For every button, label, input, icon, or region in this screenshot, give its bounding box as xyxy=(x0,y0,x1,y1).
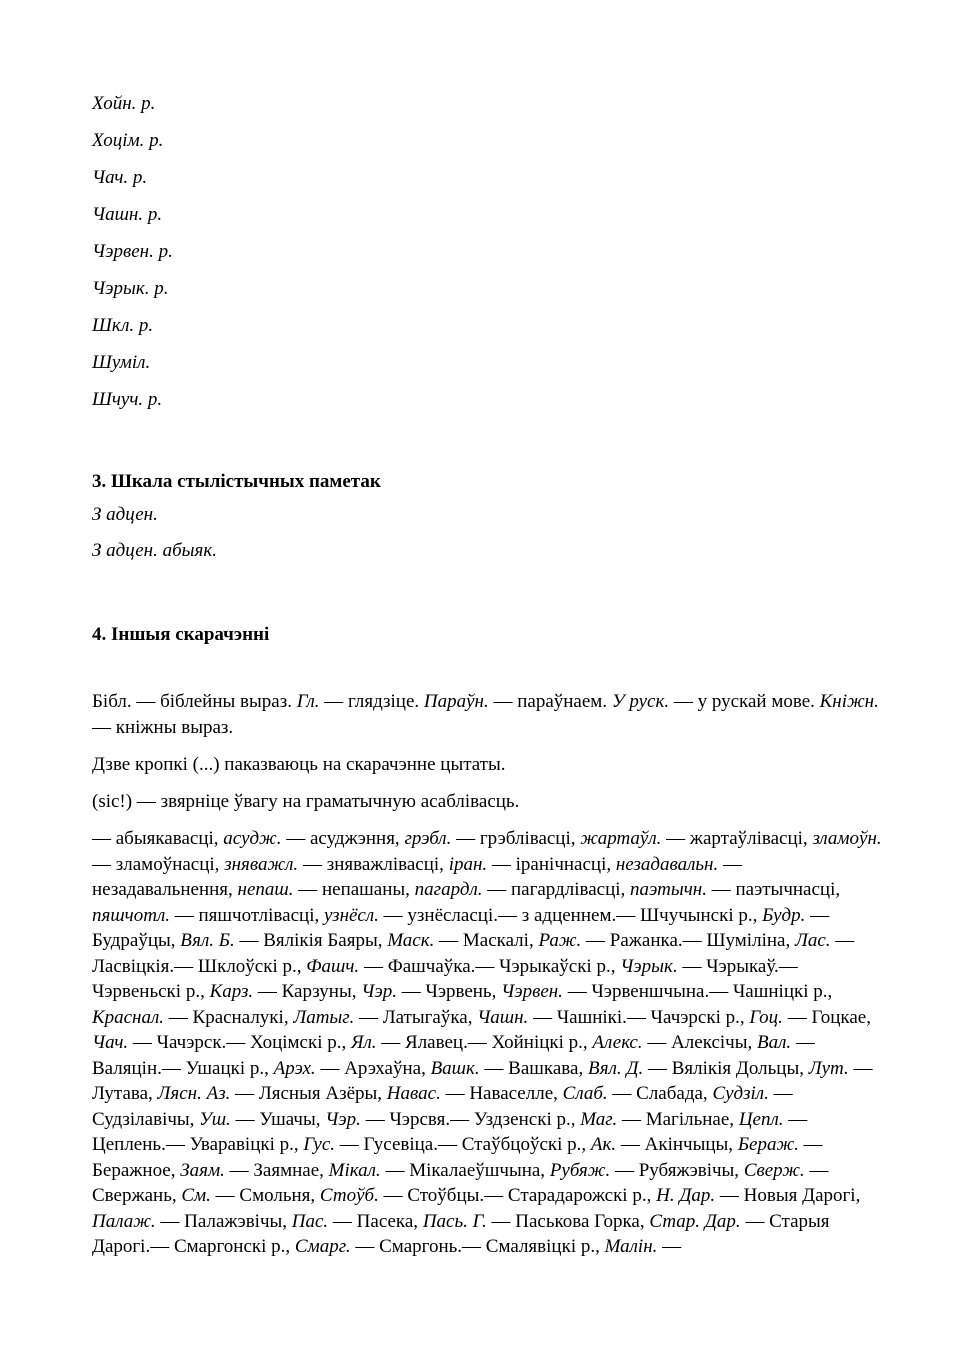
abbreviation-term: Карз. xyxy=(209,981,254,1002)
abbreviation-text: — Ялавец.— Хойніцкі р., xyxy=(376,1032,593,1053)
abbreviation-text: — Слабада, xyxy=(607,1083,713,1104)
abbreviation-term: Лас. xyxy=(794,930,831,951)
abbreviation-text: — Фашчаўка.— Чэрыкаўскі р., xyxy=(359,955,621,977)
abbreviation-text: — Лутава, xyxy=(92,1057,873,1104)
abbreviation-term: Цепл. xyxy=(738,1108,784,1130)
abbreviation-term: Краснал. xyxy=(92,1006,165,1028)
abbreviation-term: Чашн. xyxy=(477,1006,529,1028)
abbreviation-term: Ак. xyxy=(590,1134,617,1155)
abbreviation-text: — Вялікія Баяры, xyxy=(234,930,388,951)
abbr-khojn: Хойн. р. xyxy=(92,93,156,114)
abbreviation-text: — Новыя Дарогі, xyxy=(715,1185,861,1206)
abbreviation-term: Гус. xyxy=(303,1134,336,1155)
abbreviation-term: Кніжн. xyxy=(819,691,879,712)
abbreviation-text: — Арэхаўна, xyxy=(315,1057,431,1079)
abbreviation-text: — Чэрыкаў.— Чэрвеньскі р., xyxy=(92,955,798,1002)
abbreviation-term: Маск. xyxy=(387,930,435,951)
abbreviation-term: Рубяж. xyxy=(549,1159,611,1181)
abbreviation-term: Лут. xyxy=(808,1057,849,1079)
abbreviation-term: Чэр. xyxy=(361,981,397,1002)
abbreviation-text: — Гусевіца.— Стаўбцоўскі р., xyxy=(335,1134,591,1155)
abbreviation-text: — непашаны, xyxy=(293,879,415,900)
paragraph-sic-note xyxy=(92,789,882,815)
abbreviation-text: — Акінчыцы, xyxy=(616,1134,738,1155)
abbreviation-term: Малін. xyxy=(604,1236,658,1257)
paragraph-general-abbreviations xyxy=(92,689,882,740)
abbreviation-text: — Чачэрск.— Хоцімскі р., xyxy=(128,1032,351,1053)
abbreviation-term: Гл. xyxy=(296,691,320,712)
abbreviation-text: — Магільнае, xyxy=(617,1108,739,1130)
abbreviation-term: непаш. xyxy=(237,879,294,900)
section4-heading: 4. Іншыя скарачэнні xyxy=(92,624,270,645)
abbreviation-text: — xyxy=(657,1236,682,1257)
abbr-shchuch: Шчуч. р. xyxy=(92,389,163,410)
abbreviation-text: — паэтычнасці, xyxy=(707,879,841,900)
abbreviation-text: — Палажэвічы, xyxy=(155,1210,292,1232)
abbreviation-text: — Ражанка.— Шуміліна, xyxy=(581,930,795,951)
paragraph-ellipsis-note xyxy=(92,752,882,778)
abbreviation-term: Стар. Дар. xyxy=(649,1210,741,1232)
abbreviation-term: Будр. xyxy=(762,904,806,926)
abbreviation-term: жартаўл. xyxy=(580,828,662,849)
abbreviation-term: Пась. Г. xyxy=(422,1210,487,1232)
abbreviation-term: Вял. Д. xyxy=(587,1057,644,1079)
abbreviation-term: Заям. xyxy=(180,1159,225,1181)
abbreviation-text: — Рубяжэвічы, xyxy=(610,1159,744,1181)
abbr-shumil: Шуміл. xyxy=(92,352,151,373)
abbreviation-term: Палаж. xyxy=(92,1210,156,1232)
abbreviation-text: — іранічнасці, xyxy=(487,853,616,875)
abbreviation-text: — пагардлівасці, xyxy=(482,879,631,900)
abbreviation-text: — Вашкава, xyxy=(479,1057,588,1079)
abbreviation-text: — параўнаем. xyxy=(488,691,612,712)
abbreviation-text: — незадавальнення, xyxy=(92,853,742,900)
abbreviation-term: Бераж. xyxy=(737,1134,799,1155)
abbreviation-text: — Чашнікі.— Чачэрскі р., xyxy=(528,1006,750,1028)
abbreviation-term: Чэрвен. xyxy=(501,981,563,1002)
abbreviation-text: — Чэрсвя.— Уздзенскі р., xyxy=(360,1108,581,1130)
abbreviation-term: Уш. xyxy=(199,1108,231,1130)
abbreviation-term: Сверж. xyxy=(743,1159,805,1181)
abbreviation-term: Алекс. xyxy=(592,1032,643,1053)
abbreviation-term: Чэр. xyxy=(325,1108,361,1130)
abbreviation-term: незадавальн. xyxy=(615,853,719,875)
abbreviation-term: Судзіл. xyxy=(712,1083,769,1104)
abbreviation-text: — Карзуны, xyxy=(253,981,362,1002)
abbreviation-text: — Паськова Горка, xyxy=(486,1210,650,1232)
abbreviation-text: Дзве кропкі (...) паказваюць на скарачэнне цытаты. xyxy=(92,754,506,775)
abbreviation-term: зняважл. xyxy=(224,853,299,875)
abbreviation-text: — асуджэння, xyxy=(281,828,405,849)
abbreviation-text: — Вялікія Дольцы, xyxy=(643,1057,809,1079)
abbreviation-text: — зламоўнасці, xyxy=(92,853,225,875)
abbr-cherven: Чэрвен. р. xyxy=(92,241,173,262)
abbreviation-text: — Беражное, xyxy=(92,1134,823,1181)
abbreviation-term: Гоц. xyxy=(749,1006,783,1028)
abbreviation-term: См. xyxy=(181,1185,211,1206)
abbreviation-term: пяшчотл. xyxy=(92,904,170,926)
abbreviation-text: — Ласвіцкія.— Шклоўскі р., xyxy=(92,930,855,977)
abbr-chashn: Чашн. р. xyxy=(92,204,163,225)
abbreviation-term: Чач. xyxy=(92,1032,129,1053)
abbreviation-term: асудж. xyxy=(223,828,282,849)
abbreviation-term: Чэрык. xyxy=(620,955,678,977)
paragraph-abbreviation-list xyxy=(92,826,882,1260)
abbreviation-term: У руск. xyxy=(611,691,670,712)
abbreviation-term: узнёсл. xyxy=(323,904,379,926)
abbreviation-text: — Наваселле, xyxy=(440,1083,563,1104)
abbreviation-text: — Ушачы, xyxy=(230,1108,326,1130)
abbreviation-term: Вял. Б. xyxy=(180,930,235,951)
abbreviation-text: — Пасека, xyxy=(328,1210,423,1232)
abbreviation-term: Слаб. xyxy=(562,1083,608,1104)
abbreviation-text: — Красналукі, xyxy=(164,1006,294,1028)
abbreviation-text: — узнёсласці.— з адценнем.— Шчучынскі р., xyxy=(378,904,763,926)
abbreviation-text: — Лясныя Азёры, xyxy=(230,1083,387,1104)
abbreviation-term: Параўн. xyxy=(423,691,489,712)
abbreviation-text: — зняважлівасці, xyxy=(298,853,449,875)
abbreviation-term: зламоўн. xyxy=(812,828,882,849)
abbreviation-text: — Стоўбцы.— Старадарожскі р., xyxy=(378,1185,657,1206)
abbreviation-text: — Алексічы, xyxy=(642,1032,757,1053)
abbreviation-text: — Мікалаеўшчына, xyxy=(380,1159,550,1181)
abbreviation-text: — Свержань, xyxy=(92,1159,829,1206)
abbreviation-term: Фашч. xyxy=(306,955,360,977)
abbr-shkl: Шкл. р. xyxy=(92,315,154,336)
abbreviation-text: — глядзіце. xyxy=(319,691,424,712)
abbreviation-text: — Цеплень.— Уваравіцкі р., xyxy=(92,1108,808,1155)
abbreviation-text: — Судзілавічы, xyxy=(92,1083,793,1130)
abbreviation-text: — Маскалі, xyxy=(434,930,539,951)
abbr-chach: Чач. р. xyxy=(92,167,148,188)
abbreviation-term: Н. Дар. xyxy=(656,1185,716,1206)
abbreviation-term: Вашк. xyxy=(430,1057,480,1079)
abbreviation-text: — Смаргонь.— Смалявіцкі р., xyxy=(350,1236,605,1257)
abbreviation-text: — Гоцкае, xyxy=(782,1006,871,1028)
abbreviation-text: — грэблівасці, xyxy=(451,828,581,849)
abbreviation-text: — Чэрвень, xyxy=(396,981,502,1002)
abbreviation-term: Пас. xyxy=(291,1210,329,1232)
abbr-cheryk: Чэрык. р. xyxy=(92,278,169,299)
abbreviation-term: Арэх. xyxy=(273,1057,316,1079)
abbr-khocim: Хоцім. р. xyxy=(92,130,164,151)
abbreviation-text: — кніжны выраз. xyxy=(92,716,234,738)
abbreviation-term: Мікал. xyxy=(328,1159,381,1181)
abbreviation-term: пагардл. xyxy=(414,879,483,900)
abbreviation-text: — Латыгаўка, xyxy=(354,1006,478,1028)
abbreviation-text: — Старыя Дарогі.— Смаргонскі р., xyxy=(92,1210,830,1257)
abbreviation-text: — абыякавасці, xyxy=(92,828,224,849)
abbreviation-text: — пяшчотлівасці, xyxy=(170,904,324,926)
abbreviation-text: — Валяцін.— Ушацкі р., xyxy=(92,1032,815,1079)
abbreviation-term: грэбл. xyxy=(404,828,452,849)
abbreviation-term: Смарг. xyxy=(294,1236,351,1257)
abbreviation-term: Латыг. xyxy=(293,1006,355,1028)
abbreviation-text: — Будраўцы, xyxy=(92,904,830,951)
abbreviation-term: Ял. xyxy=(351,1032,377,1053)
abbreviation-text: — Заямнае, xyxy=(224,1159,329,1181)
abbreviation-term: Раж. xyxy=(538,930,582,951)
section3-heading: 3. Шкала стылістычных паметак xyxy=(92,471,381,492)
abbreviation-term: Вал. xyxy=(757,1032,792,1053)
abbreviation-text: — Смольня, xyxy=(210,1185,320,1206)
abbreviation-text: — жартаўлівасці, xyxy=(661,828,813,849)
abbreviation-term: іран. xyxy=(448,853,488,875)
abbreviation-text: — Чэрвеншчына.— Чашніцкі р., xyxy=(562,981,833,1002)
abbreviation-term: Лясн. Аз. xyxy=(157,1083,231,1104)
abbreviation-text: (sic!) — звярніце ўвагу на граматычную асаблівасць. xyxy=(92,791,520,812)
abbreviation-text: Бібл. — біблейны выраз. xyxy=(92,691,297,712)
abbreviation-term: Навас. xyxy=(386,1083,441,1104)
abbreviation-text: — у рускай мове. xyxy=(669,691,820,712)
abbreviation-term: паэтычн. xyxy=(630,879,707,900)
section3-item-2: З адцен. абыяк. xyxy=(92,540,217,561)
abbreviation-term: Стоўб. xyxy=(319,1185,379,1206)
abbreviation-term: Маг. xyxy=(580,1108,618,1130)
section3-item-1: З адцен. xyxy=(92,504,158,525)
